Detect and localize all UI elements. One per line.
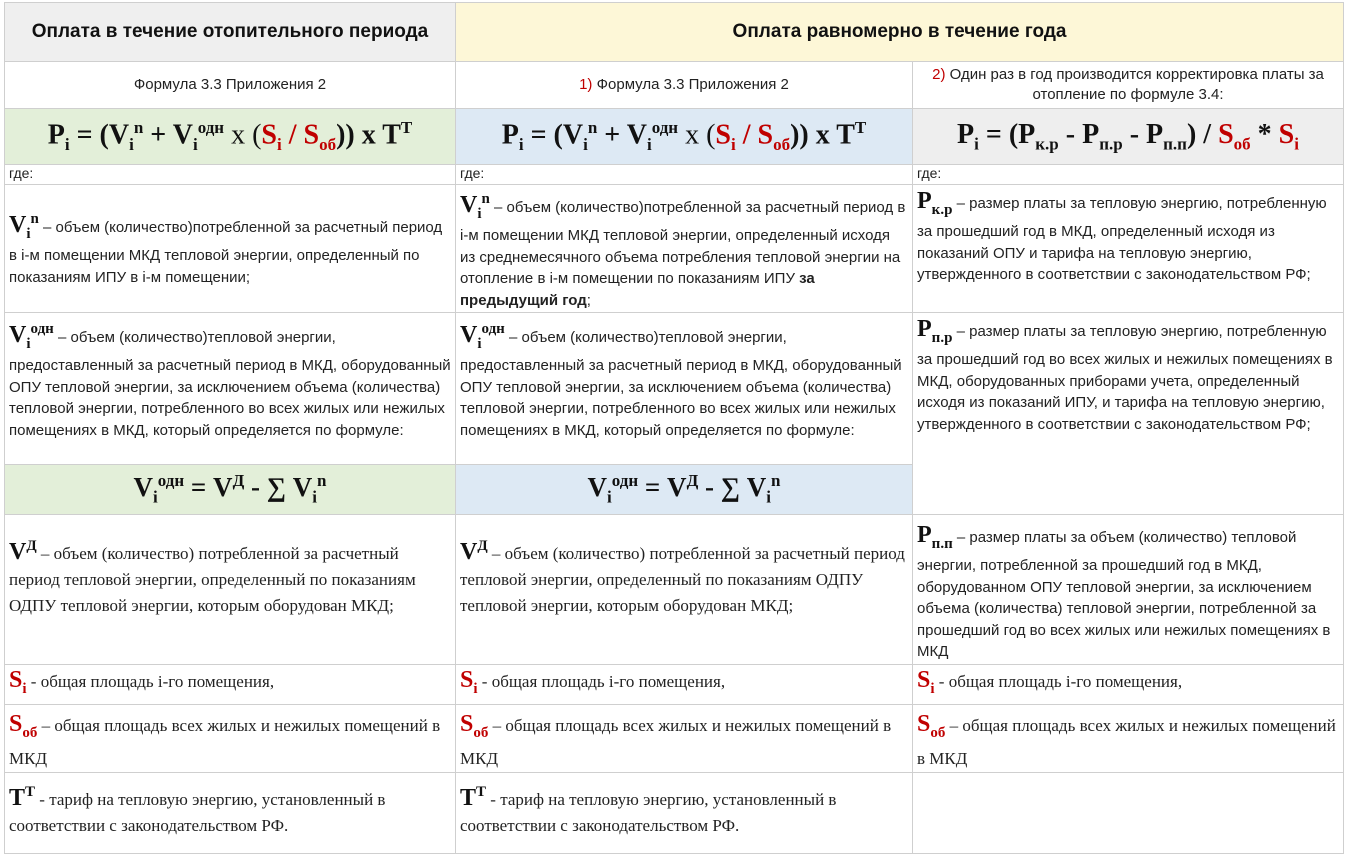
symbol-sob: $S_{об}$ [460,711,489,741]
def-vin-col1: $V_i^n$ – объем (количество)потребленной за расчетный период в i-м помещении МКД тепловой энергии, определенный по показаниям ИПУ в i-м помещении; [5,185,456,313]
empty-cell-col3 [913,772,1344,853]
where-label-col2: где: [456,165,913,185]
symbol-vin: $V_i^n$ [9,211,39,242]
symbol-vodn: $V_i^{одн}$ [9,321,54,352]
symbol-pkp: $P_{к.р}$ [917,188,953,218]
def-tt-col2: $T^T$ - тариф на тепловую энергию, установленный в соответствии с законодательством РФ. [456,772,913,853]
def-sob-col3: $S_{об}$ – общая площадь всех жилых и нежилых помещений в МКД [913,705,1344,773]
symbol-si: $S_i$ [9,667,27,697]
def-vd-col1: $V^Д$ – объем (количество) потребленной за расчетный период тепловой энергии, определенный по показаниям ОДПУ тепловой энергии, которым оборудован МКД; [5,515,456,665]
symbol-tt: $T^T$ [460,783,487,811]
header-year-round [456,3,1344,62]
where-label-col1: где: [5,165,456,185]
def-pnp-col3: $P_{п.р}$ – размер платы за тепловую энергию, потребленную за прошедший год во всех жилых и нежилых помещениях в МКД, оборудованных приборами учета, определенный исходя из показаний ИПУ, и тарифа на тепловую энергию, утвержденного в соответствии с законодательством РФ; [913,313,1344,515]
def-si-col1: $S_i$ - общая площадь i-го помещения, [5,665,456,705]
subheader-col3: 2) Один раз в год производится корректировка платы за отопление по формуле 3.4: [913,62,1344,109]
formula-main-col2: $P_i = (V_i^n + V_i^{одн}$ x $(S_i / S_{об})$) x $T^T$ [456,109,913,165]
symbol-vin: $V_i^n$ [460,191,490,222]
def-sob-col2: $S_{об}$ – общая площадь всех жилых и нежилых помещений в МКД [456,705,913,773]
formula-vodn-col2: $V_i^{одн} = V^Д$ - ∑ $V_i^n$ [456,465,913,515]
def-tt-col1: $T^T$ - тариф на тепловую энергию, установленный в соответствии с законодательством РФ. [5,772,456,853]
subheader-col2: 1) Формула 3.3 Приложения 2 [456,62,913,109]
symbol-si: $S_i$ [917,667,935,697]
formula-table [4,2,1344,854]
symbol-si: $S_i$ [460,667,478,697]
symbol-sob: $S_{об}$ [9,711,38,741]
formula-correction-col3: $P_i = (P_{к.р} - P_{п.р} - P_{п.п}) / S_{об} * S_i$ [913,109,1344,165]
symbol-pnp: $P_{п.р}$ [917,316,953,346]
symbol-sob: $S_{об}$ [917,711,946,741]
def-sob-col1: $S_{об}$ – общая площадь всех жилых и нежилых помещений в МКД [5,705,456,773]
subheader-col1: Формула 3.3 Приложения 2 [5,62,456,109]
formula-main-col1: $P_i = (V_i^n + V_i^{одн}$ x $(S_i / S_{об})$) x $T^T$ [5,109,456,165]
def-vd-col2: $V^Д$ – объем (количество) потребленной за расчетный период тепловой энергии, определенный по показаниям ОДПУ тепловой энергии, которым оборудован МКД; [456,515,913,665]
header-right-text: Оплата равномерно в течение года [732,21,1067,42]
def-si-col2: $S_i$ - общая площадь i-го помещения, [456,665,913,705]
def-vodn-col2: $V_i^{одн}$ – объем (количество)тепловой энергии, предоставленный за расчетный период в МКД, оборудованный ОПУ тепловой энергии, за исключением объема (количества) тепловой энергии, потребленного во всех жилых или нежилых помещениях в МКД, который определяется по формуле: [456,313,913,465]
def-si-col3: $S_i$ - общая площадь i-го помещения, [913,665,1344,705]
symbol-vd: $V^Д$ [9,538,37,565]
symbol-pnn: $P_{п.п}$ [917,522,953,552]
where-label-col3: где: [913,165,1344,185]
symbol-vd: $V^Д$ [460,538,488,565]
symbol-vodn: $V_i^{одн}$ [460,321,505,352]
symbol-tt: $T^T$ [9,783,36,811]
def-pnn-col3: $P_{п.п}$ – размер платы за объем (количество) тепловой энергии, потребленной за прошедший год в МКД, оборудованном ОПУ тепловой энергии, за исключением объема (количества) тепловой энергии, потребленной за прошедший год во всех жилых или нежилых помещениях в МКД [913,515,1344,665]
formula-vodn-col1: $V_i^{одн} = V^Д$ - ∑ $V_i^n$ [5,465,456,515]
def-vin-col2: $V_i^n$ – объем (количество)потребленной за расчетный период в i-м помещении МКД тепловой энергии, определенный исходя из среднемесячного объема потребления тепловой энергии на отопление в i-м помещении по показаниям ИПУ за предыдущий год; [456,185,913,313]
def-pkp-col3: $P_{к.р}$ – размер платы за тепловую энергию, потребленную за прошедший год в МКД, определенный исходя из показаний ОПУ и тарифа на тепловую энергию, утвержденного в соответствии с законодательством РФ; [913,185,1344,313]
header-left-text: Оплата в течение отопительного периода [31,21,429,42]
header-heating-period [5,3,456,62]
def-vodn-col1: $V_i^{одн}$ – объем (количество)тепловой энергии, предоставленный за расчетный период в МКД, оборудованный ОПУ тепловой энергии, за исключением объема (количества) тепловой энергии, потребленного во всех жилых или нежилых помещениях в МКД, который определяется по формуле: [5,313,456,465]
